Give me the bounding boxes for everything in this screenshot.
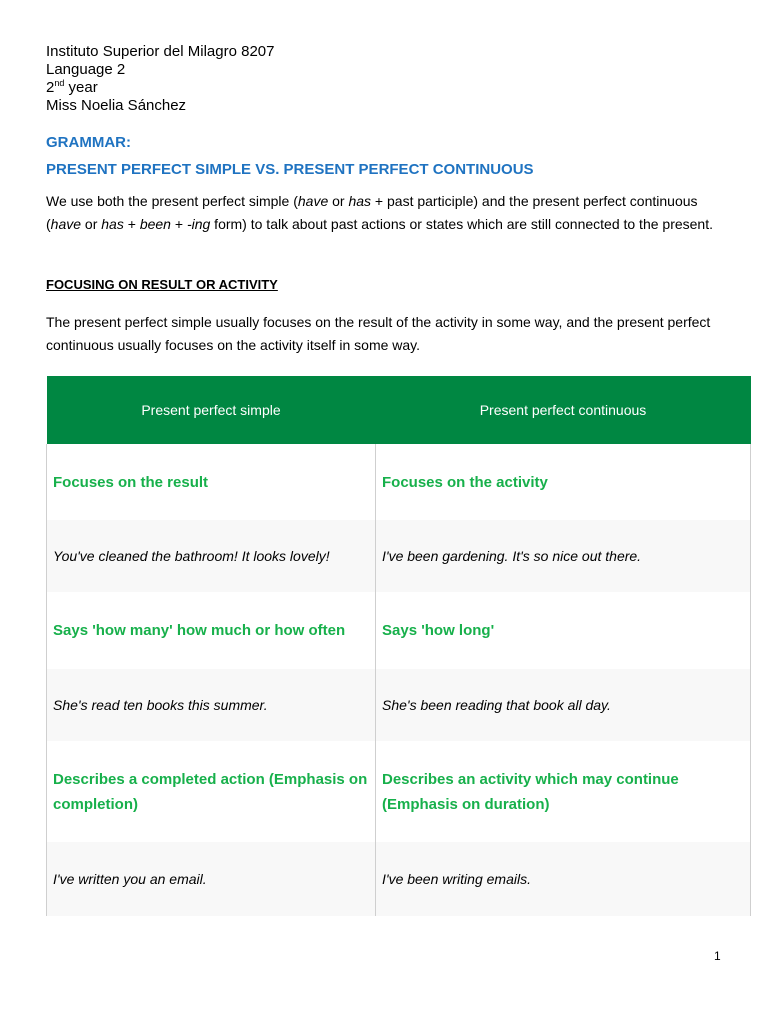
focus-paragraph: The present perfect simple usually focuses on the result of the activity in some way, and the present perfect continuous usually focuses on the activity itself in some way.: [46, 314, 711, 353]
table-row: [47, 592, 751, 669]
section-label: GRAMMAR:: [46, 134, 131, 151]
table-row: [47, 520, 751, 592]
intro-text: form) to talk about past actions or states which are still connected to the present.: [210, 216, 713, 232]
comparison-table: [46, 376, 751, 916]
table-row: [47, 842, 751, 916]
page-number: 1: [714, 949, 721, 963]
table-row: [47, 669, 751, 741]
intro-paragraph: [46, 190, 736, 236]
table-row: [47, 741, 751, 842]
intro-italic: -ing: [186, 216, 211, 232]
table-cell: Describes an activity which may continue (Emphasis on duration): [376, 741, 751, 842]
table-cell: You've cleaned the bathroom! It looks lovely!: [47, 520, 376, 592]
subheading: FOCUSING ON RESULT OR ACTIVITY: [46, 277, 278, 292]
table-header-row: [47, 376, 751, 444]
intro-text: +: [170, 216, 187, 232]
table-cell: She's been reading that book all day.: [376, 669, 751, 741]
intro-text: + past participle) and the present perfect continuous (: [46, 193, 698, 232]
year-number: 2: [46, 79, 55, 96]
table-cell: I've written you an email.: [47, 842, 376, 916]
institute-name: Instituto Superior del Milagro 8207: [46, 43, 275, 60]
table-cell: Says 'how many' how much or how often: [47, 592, 376, 669]
table-header-continuous: Present perfect continuous: [376, 376, 751, 444]
course-name: Language 2: [46, 61, 126, 78]
table-cell: Focuses on the activity: [376, 444, 751, 520]
intro-text: +: [123, 216, 140, 232]
intro-italic: been: [139, 216, 171, 232]
intro-italic: has: [101, 216, 124, 232]
document-header: [46, 43, 274, 115]
table-cell: Focuses on the result: [47, 444, 376, 520]
intro-text: We use both the present perfect simple (: [46, 193, 298, 209]
table-row: [47, 444, 751, 520]
year-suffix: nd: [54, 78, 65, 88]
intro-text: or: [328, 193, 349, 209]
year-word: year: [64, 79, 98, 96]
table-header-simple: Present perfect simple: [47, 376, 376, 444]
table-cell: Says 'how long': [376, 592, 751, 669]
course-year: [46, 79, 274, 97]
intro-text: or: [81, 216, 102, 232]
intro-italic: have: [297, 193, 329, 209]
intro-italic: have: [50, 216, 82, 232]
page-title: PRESENT PERFECT SIMPLE VS. PRESENT PERFECT CONTINUOUS: [46, 161, 534, 178]
table-cell: She's read ten books this summer.: [47, 669, 376, 741]
table-cell: Describes a completed action (Emphasis on completion): [47, 741, 376, 842]
teacher-name: Miss Noelia Sánchez: [46, 97, 187, 114]
intro-italic: has: [348, 193, 372, 209]
table-cell: I've been writing emails.: [376, 842, 751, 916]
table-cell: I've been gardening. It's so nice out there.: [376, 520, 751, 592]
